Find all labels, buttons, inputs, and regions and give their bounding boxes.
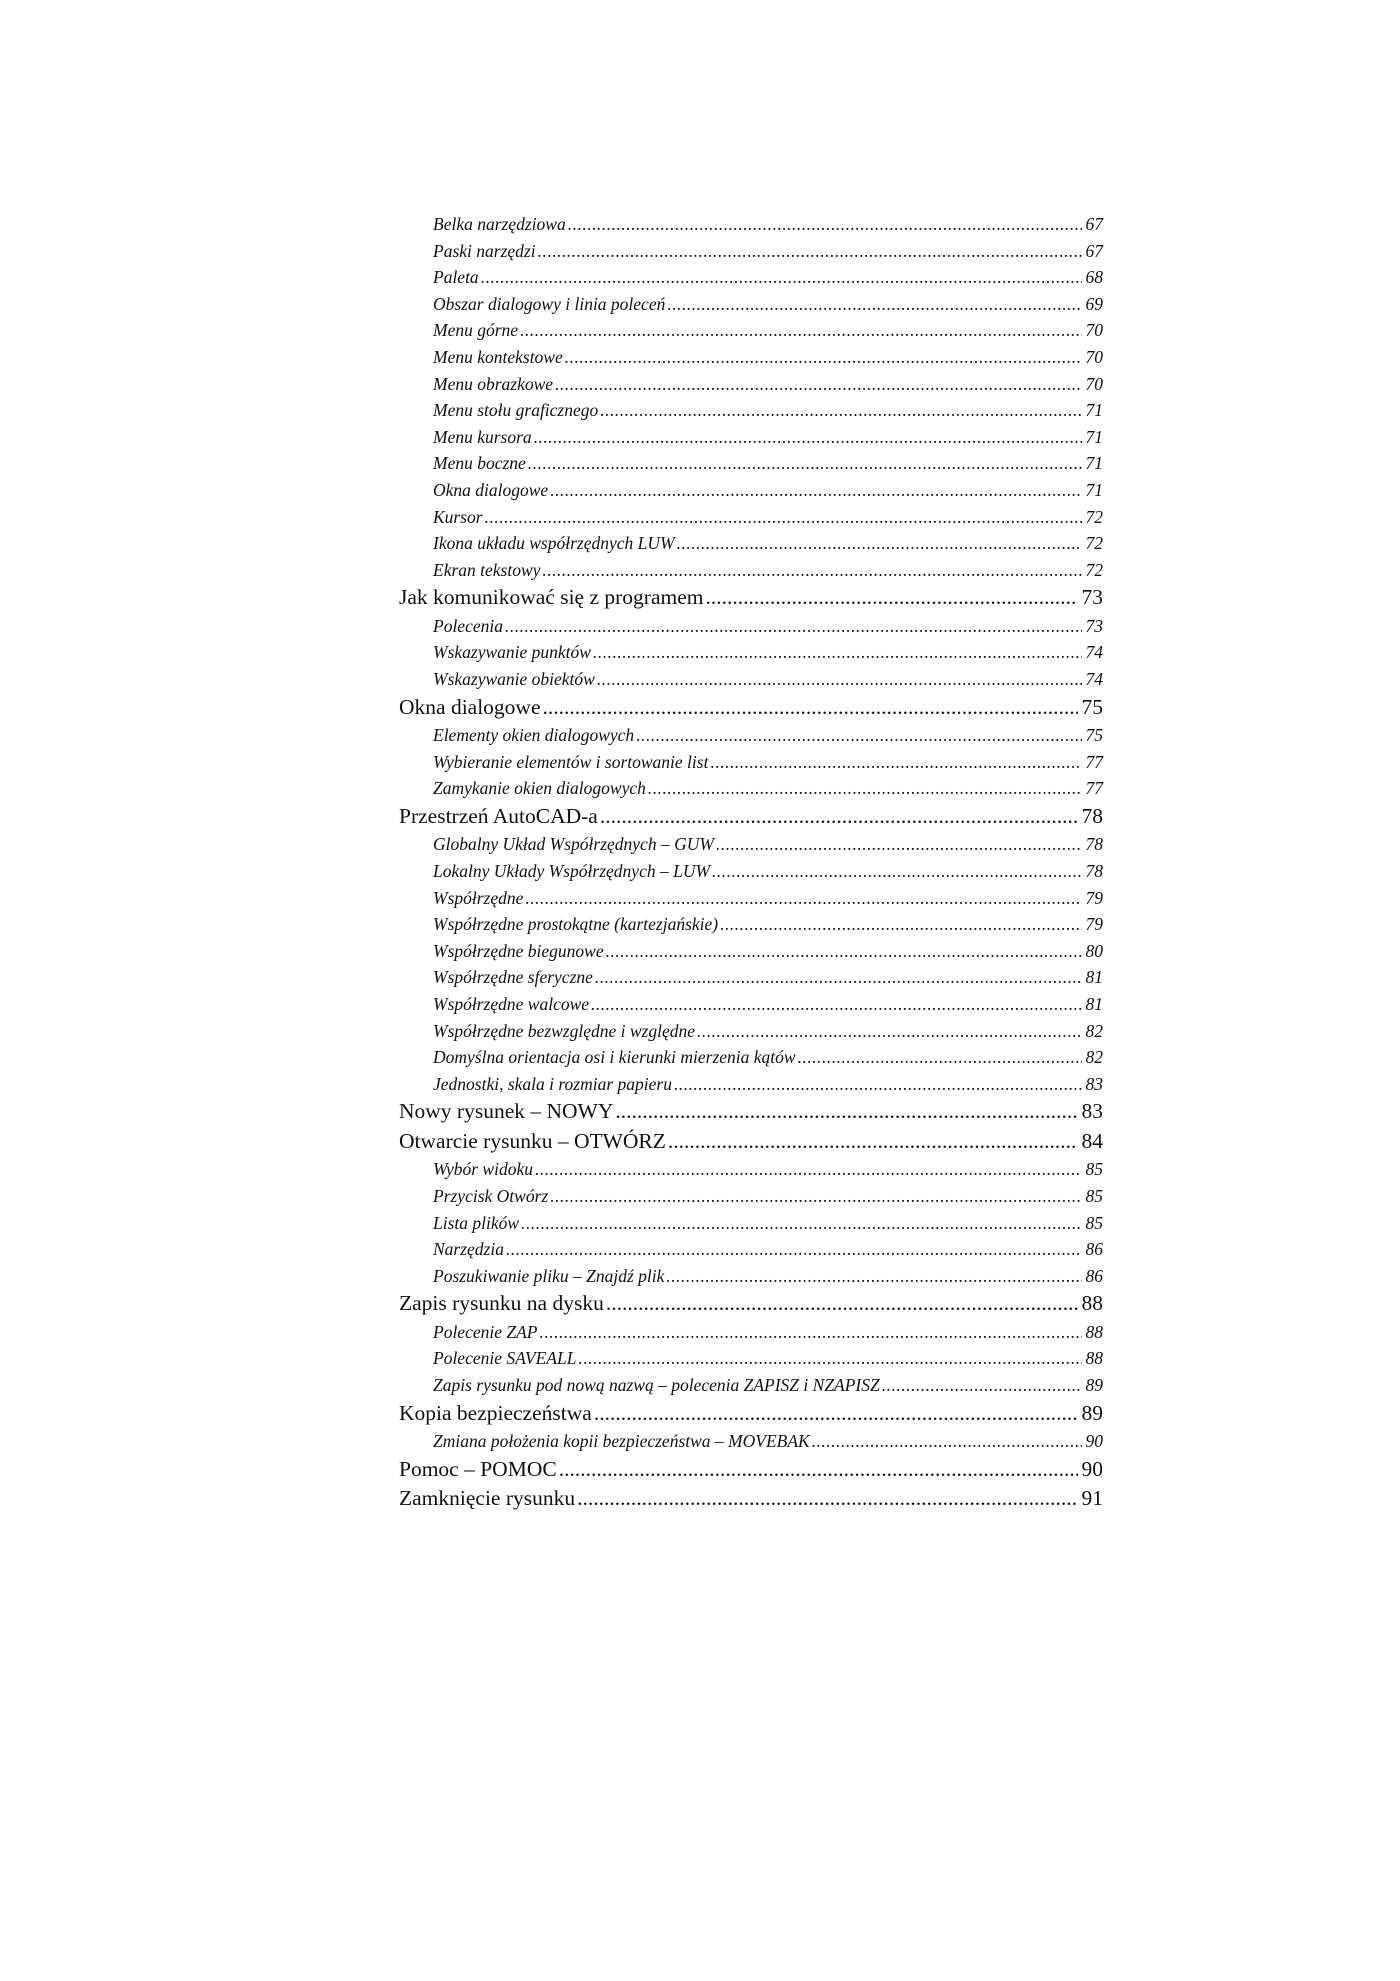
toc-entry-title: Współrzędne	[433, 887, 524, 908]
toc-page-number: 69	[1085, 293, 1103, 314]
toc-subsection-entry	[399, 477, 1103, 504]
toc-entry-title: Współrzędne bezwzględne i względne	[433, 1020, 695, 1041]
toc-entry-title: Wybór widoku	[433, 1159, 533, 1180]
toc-page-number: 88	[1085, 1348, 1103, 1369]
toc-page-number: 71	[1085, 479, 1103, 500]
toc-subsection-entry	[399, 291, 1103, 318]
toc-page-number: 89	[1085, 1374, 1103, 1395]
toc-page-number: 77	[1085, 778, 1103, 799]
toc-dot-leader	[697, 1018, 1082, 1045]
toc-dot-leader	[595, 964, 1082, 991]
toc-page-number: 90	[1081, 1456, 1103, 1481]
toc-entry-title: Paleta	[433, 267, 479, 288]
toc-dot-leader	[706, 583, 1078, 613]
toc-entry-title: Otwarcie rysunku – OTWÓRZ	[399, 1128, 666, 1153]
toc-subsection-entry	[399, 858, 1103, 885]
toc-section-entry	[399, 583, 1103, 613]
toc-entry-title: Menu obrazkowe	[433, 373, 554, 394]
toc-dot-leader	[506, 1236, 1082, 1263]
toc-entry-title: Menu górne	[433, 320, 519, 341]
toc-entry-title: Zmiana położenia kopii bezpieczeństwa – MOVEBAK	[433, 1431, 810, 1452]
toc-dot-leader	[578, 1345, 1081, 1372]
toc-entry-title: Paski narzędzi	[433, 240, 536, 261]
toc-subsection-entry	[399, 1263, 1103, 1290]
table-of-contents	[399, 211, 1103, 1514]
toc-dot-leader	[550, 477, 1081, 504]
toc-subsection-entry	[399, 450, 1103, 477]
toc-entry-title: Współrzędne sferyczne	[433, 967, 593, 988]
toc-page-number: 83	[1081, 1099, 1103, 1124]
toc-page-number: 77	[1085, 751, 1103, 772]
toc-entry-title: Polecenie SAVEALL	[433, 1348, 577, 1369]
toc-entry-title: Współrzędne prostokątne (kartezjańskie)	[433, 914, 719, 935]
toc-dot-leader	[720, 911, 1081, 938]
toc-dot-leader	[593, 639, 1082, 666]
toc-page-number: 70	[1085, 346, 1103, 367]
toc-dot-leader	[525, 885, 1081, 912]
toc-subsection-entry	[399, 397, 1103, 424]
toc-section-entry	[399, 802, 1103, 832]
toc-entry-title: Jak komunikować się z programem	[399, 585, 704, 610]
toc-entry-title: Współrzędne walcowe	[433, 993, 590, 1014]
toc-dot-leader	[542, 557, 1081, 584]
toc-page-number: 86	[1085, 1239, 1103, 1260]
toc-subsection-entry	[399, 885, 1103, 912]
toc-subsection-entry	[399, 264, 1103, 291]
toc-subsection-entry	[399, 1319, 1103, 1346]
toc-entry-title: Jednostki, skala i rozmiar papieru	[433, 1073, 672, 1094]
toc-dot-leader	[882, 1372, 1082, 1399]
toc-entry-title: Lista plików	[433, 1212, 520, 1233]
toc-dot-leader	[597, 666, 1082, 693]
toc-entry-title: Lokalny Układy Współrzędnych – LUW	[433, 860, 711, 881]
toc-section-entry	[399, 1455, 1103, 1485]
toc-entry-title: Polecenie ZAP	[433, 1321, 538, 1342]
toc-entry-title: Polecenia	[433, 615, 503, 636]
toc-dot-leader	[668, 1127, 1078, 1157]
toc-entry-title: Elementy okien dialogowych	[433, 725, 635, 746]
toc-entry-title: Współrzędne biegunowe	[433, 940, 604, 961]
toc-entry-title: Belka narzędziowa	[433, 214, 566, 234]
toc-page-number: 88	[1085, 1321, 1103, 1342]
toc-page-number: 79	[1085, 887, 1103, 908]
toc-page-number: 75	[1085, 725, 1103, 746]
toc-entry-title: Zapis rysunku na dysku	[399, 1291, 604, 1316]
toc-dot-leader	[667, 291, 1081, 318]
toc-dot-leader	[710, 749, 1081, 776]
toc-dot-leader	[539, 1319, 1081, 1346]
toc-entry-title: Menu kursora	[433, 426, 532, 447]
toc-subsection-entry	[399, 831, 1103, 858]
toc-subsection-entry	[399, 1210, 1103, 1237]
toc-dot-leader	[481, 264, 1082, 291]
toc-page-number: 85	[1085, 1185, 1103, 1206]
toc-page-number: 67	[1085, 214, 1103, 234]
toc-page-number: 68	[1085, 267, 1103, 288]
toc-dot-leader	[538, 238, 1082, 265]
toc-dot-leader	[577, 1484, 1077, 1514]
toc-entry-title: Poszukiwanie pliku – Znajdź plik	[433, 1265, 665, 1286]
toc-dot-leader	[600, 802, 1078, 832]
toc-subsection-entry	[399, 749, 1103, 776]
toc-subsection-entry	[399, 1345, 1103, 1372]
toc-page-number: 71	[1085, 426, 1103, 447]
toc-dot-leader	[505, 613, 1082, 640]
toc-page-number: 80	[1085, 940, 1103, 961]
toc-page-number: 70	[1085, 320, 1103, 341]
toc-page-number: 72	[1085, 533, 1103, 554]
toc-page-number: 74	[1085, 642, 1103, 663]
toc-dot-leader	[812, 1428, 1082, 1455]
toc-entry-title: Menu kontekstowe	[433, 346, 563, 367]
toc-dot-leader	[606, 1289, 1078, 1319]
toc-entry-title: Nowy rysunek – NOWY	[399, 1099, 614, 1124]
toc-entry-title: Menu stołu graficznego	[433, 400, 599, 421]
toc-section-entry	[399, 693, 1103, 723]
toc-page-number: 85	[1085, 1212, 1103, 1233]
toc-subsection-entry	[399, 1428, 1103, 1455]
toc-entry-title: Obszar dialogowy i linia poleceń	[433, 293, 666, 314]
toc-entry-title: Menu boczne	[433, 453, 526, 474]
toc-dot-leader	[559, 1455, 1078, 1485]
toc-dot-leader	[534, 424, 1082, 451]
toc-entry-title: Ekran tekstowy	[433, 559, 541, 580]
toc-entry-title: Wybieranie elementów i sortowanie list	[433, 751, 709, 772]
toc-entry-title: Zamknięcie rysunku	[399, 1486, 576, 1511]
toc-dot-leader	[606, 938, 1082, 965]
toc-dot-leader	[594, 1399, 1078, 1429]
toc-dot-leader	[677, 530, 1082, 557]
toc-section-entry	[399, 1289, 1103, 1319]
toc-dot-leader	[712, 858, 1081, 885]
toc-subsection-entry	[399, 613, 1103, 640]
toc-entry-title: Zapis rysunku pod nową nazwą – polecenia ZAPISZ i NZAPISZ	[433, 1374, 880, 1395]
toc-subsection-entry	[399, 722, 1103, 749]
toc-entry-title: Domyślna orientacja osi i kierunki mierzenia kątów	[433, 1047, 796, 1068]
toc-page-number: 72	[1085, 506, 1103, 527]
toc-entry-title: Globalny Układ Współrzędnych – GUW	[433, 834, 714, 855]
toc-dot-leader	[636, 722, 1081, 749]
toc-dot-leader	[565, 344, 1082, 371]
toc-page-number: 82	[1085, 1047, 1103, 1068]
toc-page-number: 71	[1085, 400, 1103, 421]
toc-page-number: 91	[1081, 1486, 1103, 1511]
toc-subsection-entry	[399, 424, 1103, 451]
toc-section-entry	[399, 1399, 1103, 1429]
toc-section-entry	[399, 1127, 1103, 1157]
toc-subsection-entry	[399, 1156, 1103, 1183]
toc-subsection-entry	[399, 1236, 1103, 1263]
toc-page-number: 71	[1085, 453, 1103, 474]
toc-page-number: 82	[1085, 1020, 1103, 1041]
toc-subsection-entry	[399, 1183, 1103, 1210]
toc-page-number: 70	[1085, 373, 1103, 394]
toc-dot-leader	[521, 1210, 1081, 1237]
toc-subsection-entry	[399, 1372, 1103, 1399]
toc-page-number: 73	[1081, 585, 1103, 610]
toc-dot-leader	[600, 397, 1081, 424]
toc-page-number: 79	[1085, 914, 1103, 935]
toc-entry-title: Narzędzia	[433, 1239, 504, 1260]
toc-entry-title: Pomoc – POMOC	[399, 1456, 557, 1481]
toc-page-number: 72	[1085, 559, 1103, 580]
toc-subsection-entry	[399, 991, 1103, 1018]
toc-page-number: 75	[1081, 694, 1103, 719]
toc-page-number: 89	[1081, 1400, 1103, 1425]
toc-dot-leader	[520, 317, 1081, 344]
toc-subsection-entry	[399, 504, 1103, 531]
toc-subsection-entry	[399, 344, 1103, 371]
toc-entry-title: Przestrzeń AutoCAD-a	[399, 803, 598, 828]
toc-page-number: 78	[1081, 803, 1103, 828]
toc-page-number: 85	[1085, 1159, 1103, 1180]
toc-subsection-entry	[399, 666, 1103, 693]
toc-page-number: 81	[1085, 993, 1103, 1014]
toc-entry-title: Okna dialogowe	[433, 479, 549, 500]
toc-subsection-entry	[399, 317, 1103, 344]
toc-subsection-entry	[399, 775, 1103, 802]
toc-subsection-entry	[399, 964, 1103, 991]
toc-subsection-entry	[399, 938, 1103, 965]
toc-page-number: 67	[1085, 240, 1103, 261]
toc-dot-leader	[666, 1263, 1081, 1290]
toc-dot-leader	[716, 831, 1082, 858]
toc-section-entry	[399, 1484, 1103, 1514]
toc-page-number: 73	[1085, 615, 1103, 636]
toc-dot-leader	[485, 504, 1082, 531]
toc-dot-leader	[648, 775, 1082, 802]
toc-page-number: 84	[1081, 1128, 1103, 1153]
toc-subsection-entry	[399, 911, 1103, 938]
toc-dot-leader	[550, 1183, 1081, 1210]
toc-page-number: 74	[1085, 669, 1103, 689]
toc-dot-leader	[798, 1044, 1082, 1071]
toc-entry-title: Ikona układu współrzędnych LUW	[433, 533, 675, 554]
toc-subsection-entry	[399, 211, 1103, 238]
toc-page-number: 88	[1081, 1291, 1103, 1316]
toc-dot-leader	[591, 991, 1081, 1018]
toc-dot-leader	[568, 211, 1082, 238]
toc-dot-leader	[555, 371, 1081, 398]
toc-entry-title: Zamykanie okien dialogowych	[433, 778, 646, 799]
toc-subsection-entry	[399, 1044, 1103, 1071]
toc-entry-title: Kopia bezpieczeństwa	[399, 1400, 592, 1425]
toc-page-number: 86	[1085, 1265, 1103, 1286]
toc-subsection-entry	[399, 371, 1103, 398]
toc-page-number: 90	[1085, 1431, 1103, 1452]
toc-dot-leader	[615, 1097, 1077, 1127]
toc-dot-leader	[535, 1156, 1082, 1183]
toc-dot-leader	[528, 450, 1082, 477]
toc-entry-title: Okna dialogowe	[399, 694, 541, 719]
toc-subsection-entry	[399, 557, 1103, 584]
toc-section-entry	[399, 1097, 1103, 1127]
toc-subsection-entry	[399, 1018, 1103, 1045]
toc-entry-title: Przycisk Otwórz	[433, 1185, 549, 1206]
toc-entry-title: Kursor	[433, 506, 483, 527]
toc-subsection-entry	[399, 238, 1103, 265]
toc-subsection-entry	[399, 1071, 1103, 1098]
toc-page-number: 78	[1085, 860, 1103, 881]
toc-entry-title: Wskazywanie punktów	[433, 642, 591, 663]
toc-subsection-entry	[399, 639, 1103, 666]
toc-subsection-entry	[399, 530, 1103, 557]
toc-page-number: 83	[1085, 1073, 1103, 1094]
toc-dot-leader	[543, 693, 1078, 723]
toc-entry-title: Wskazywanie obiektów	[433, 669, 595, 689]
toc-page-number: 78	[1085, 834, 1103, 855]
toc-page-number: 81	[1085, 967, 1103, 988]
toc-dot-leader	[674, 1071, 1082, 1098]
